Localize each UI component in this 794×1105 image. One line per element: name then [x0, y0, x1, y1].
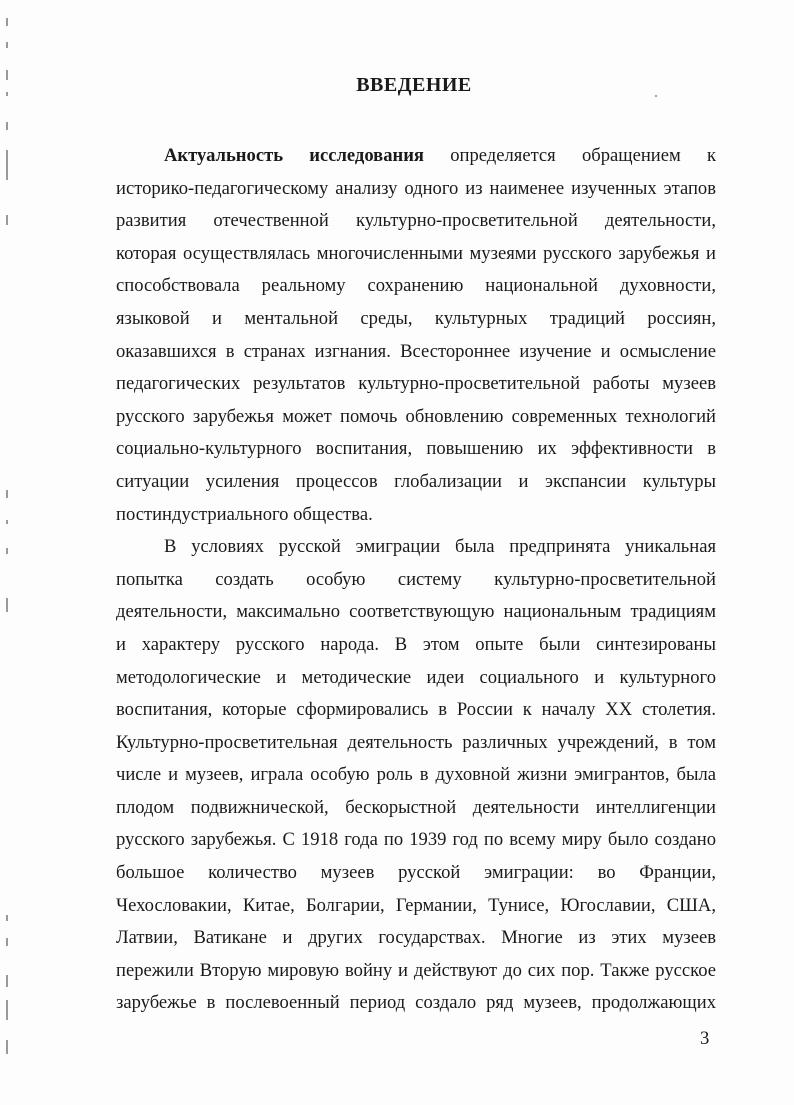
- paragraph-line: русского зарубежья может помочь обновлению современных технологий: [116, 405, 716, 427]
- body-text: [116, 140, 716, 1020]
- paragraph-line: пережили Вторую мировую войну и действуют до сих пор. Также русское: [116, 959, 716, 981]
- paragraph-line: способствовала реальному сохранению национальной духовности,: [116, 275, 716, 297]
- paragraph-line: постиндустриального общества.: [116, 503, 373, 525]
- bold-lead-text: Актуальность исследования: [164, 145, 424, 166]
- paragraph-line: которая осуществлялась многочисленными музеями русского зарубежья и: [116, 242, 716, 264]
- page-heading: ВВЕДЕНИЕ: [356, 74, 472, 96]
- paragraph-line: зарубежье в послевоенный период создало ряд музеев, продолжающих: [116, 992, 716, 1014]
- paragraph-2: [116, 531, 716, 1020]
- paragraph-line: ситуации усиления процессов глобализации и экспансии культуры: [116, 470, 716, 492]
- paragraph-line: оказавшихся в странах изгнания. Всестороннее изучение и осмысление: [116, 340, 716, 362]
- paragraph-line: Латвии, Ватикане и других государствах. Многие из этих музеев: [116, 927, 716, 949]
- paragraph-line: Актуальность исследования определяется обращением к: [164, 145, 717, 166]
- paragraph-line: русского зарубежья. С 1918 года по 1939 год по всему миру было создано: [116, 829, 716, 851]
- paragraph-line: деятельности, максимально соответствующую национальным традициям: [116, 601, 716, 623]
- paragraph-line: историко-педагогическому анализу одного из наименее изученных этапов: [116, 177, 716, 199]
- paragraph-line: плодом подвижнической, бескорыстной деятельности интеллигенции: [116, 796, 716, 818]
- paragraph-line: методологические и методические идеи социального и культурного: [116, 666, 716, 688]
- paragraph-line: педагогических результатов культурно-просветительной работы музеев: [116, 373, 716, 395]
- paragraph-line: В условиях русской эмиграции была предпринята уникальная: [164, 536, 716, 558]
- scan-margin-marks: [0, 0, 20, 1105]
- paragraph-line: Культурно-просветительная деятельность различных учреждений, в том: [116, 731, 716, 753]
- paragraph-line: воспитания, которые сформировались в России к началу XX столетия.: [116, 699, 716, 721]
- paragraph-line: числе и музеев, играла особую роль в духовной жизни эмигрантов, была: [116, 764, 716, 786]
- paragraph-line: и характеру русского народа. В этом опыте были синтезированы: [116, 633, 716, 655]
- paragraph-line: Чехословакии, Китае, Болгарии, Германии, Тунисе, Югославии, США,: [116, 894, 716, 916]
- paragraph-line: социально-культурного воспитания, повышению их эффективности в: [116, 438, 716, 460]
- paragraph-line: языковой и ментальной среды, культурных традиций россиян,: [116, 307, 716, 329]
- paragraph-line: большое количество музеев русской эмиграции: во Франции,: [116, 862, 716, 884]
- paragraph-line: развития отечественной культурно-просветительной деятельности,: [116, 210, 716, 232]
- paragraph-line: попытка создать особую систему культурно-просветительной: [116, 568, 716, 590]
- page-number: 3: [700, 1028, 710, 1049]
- paragraph-1: [116, 140, 716, 531]
